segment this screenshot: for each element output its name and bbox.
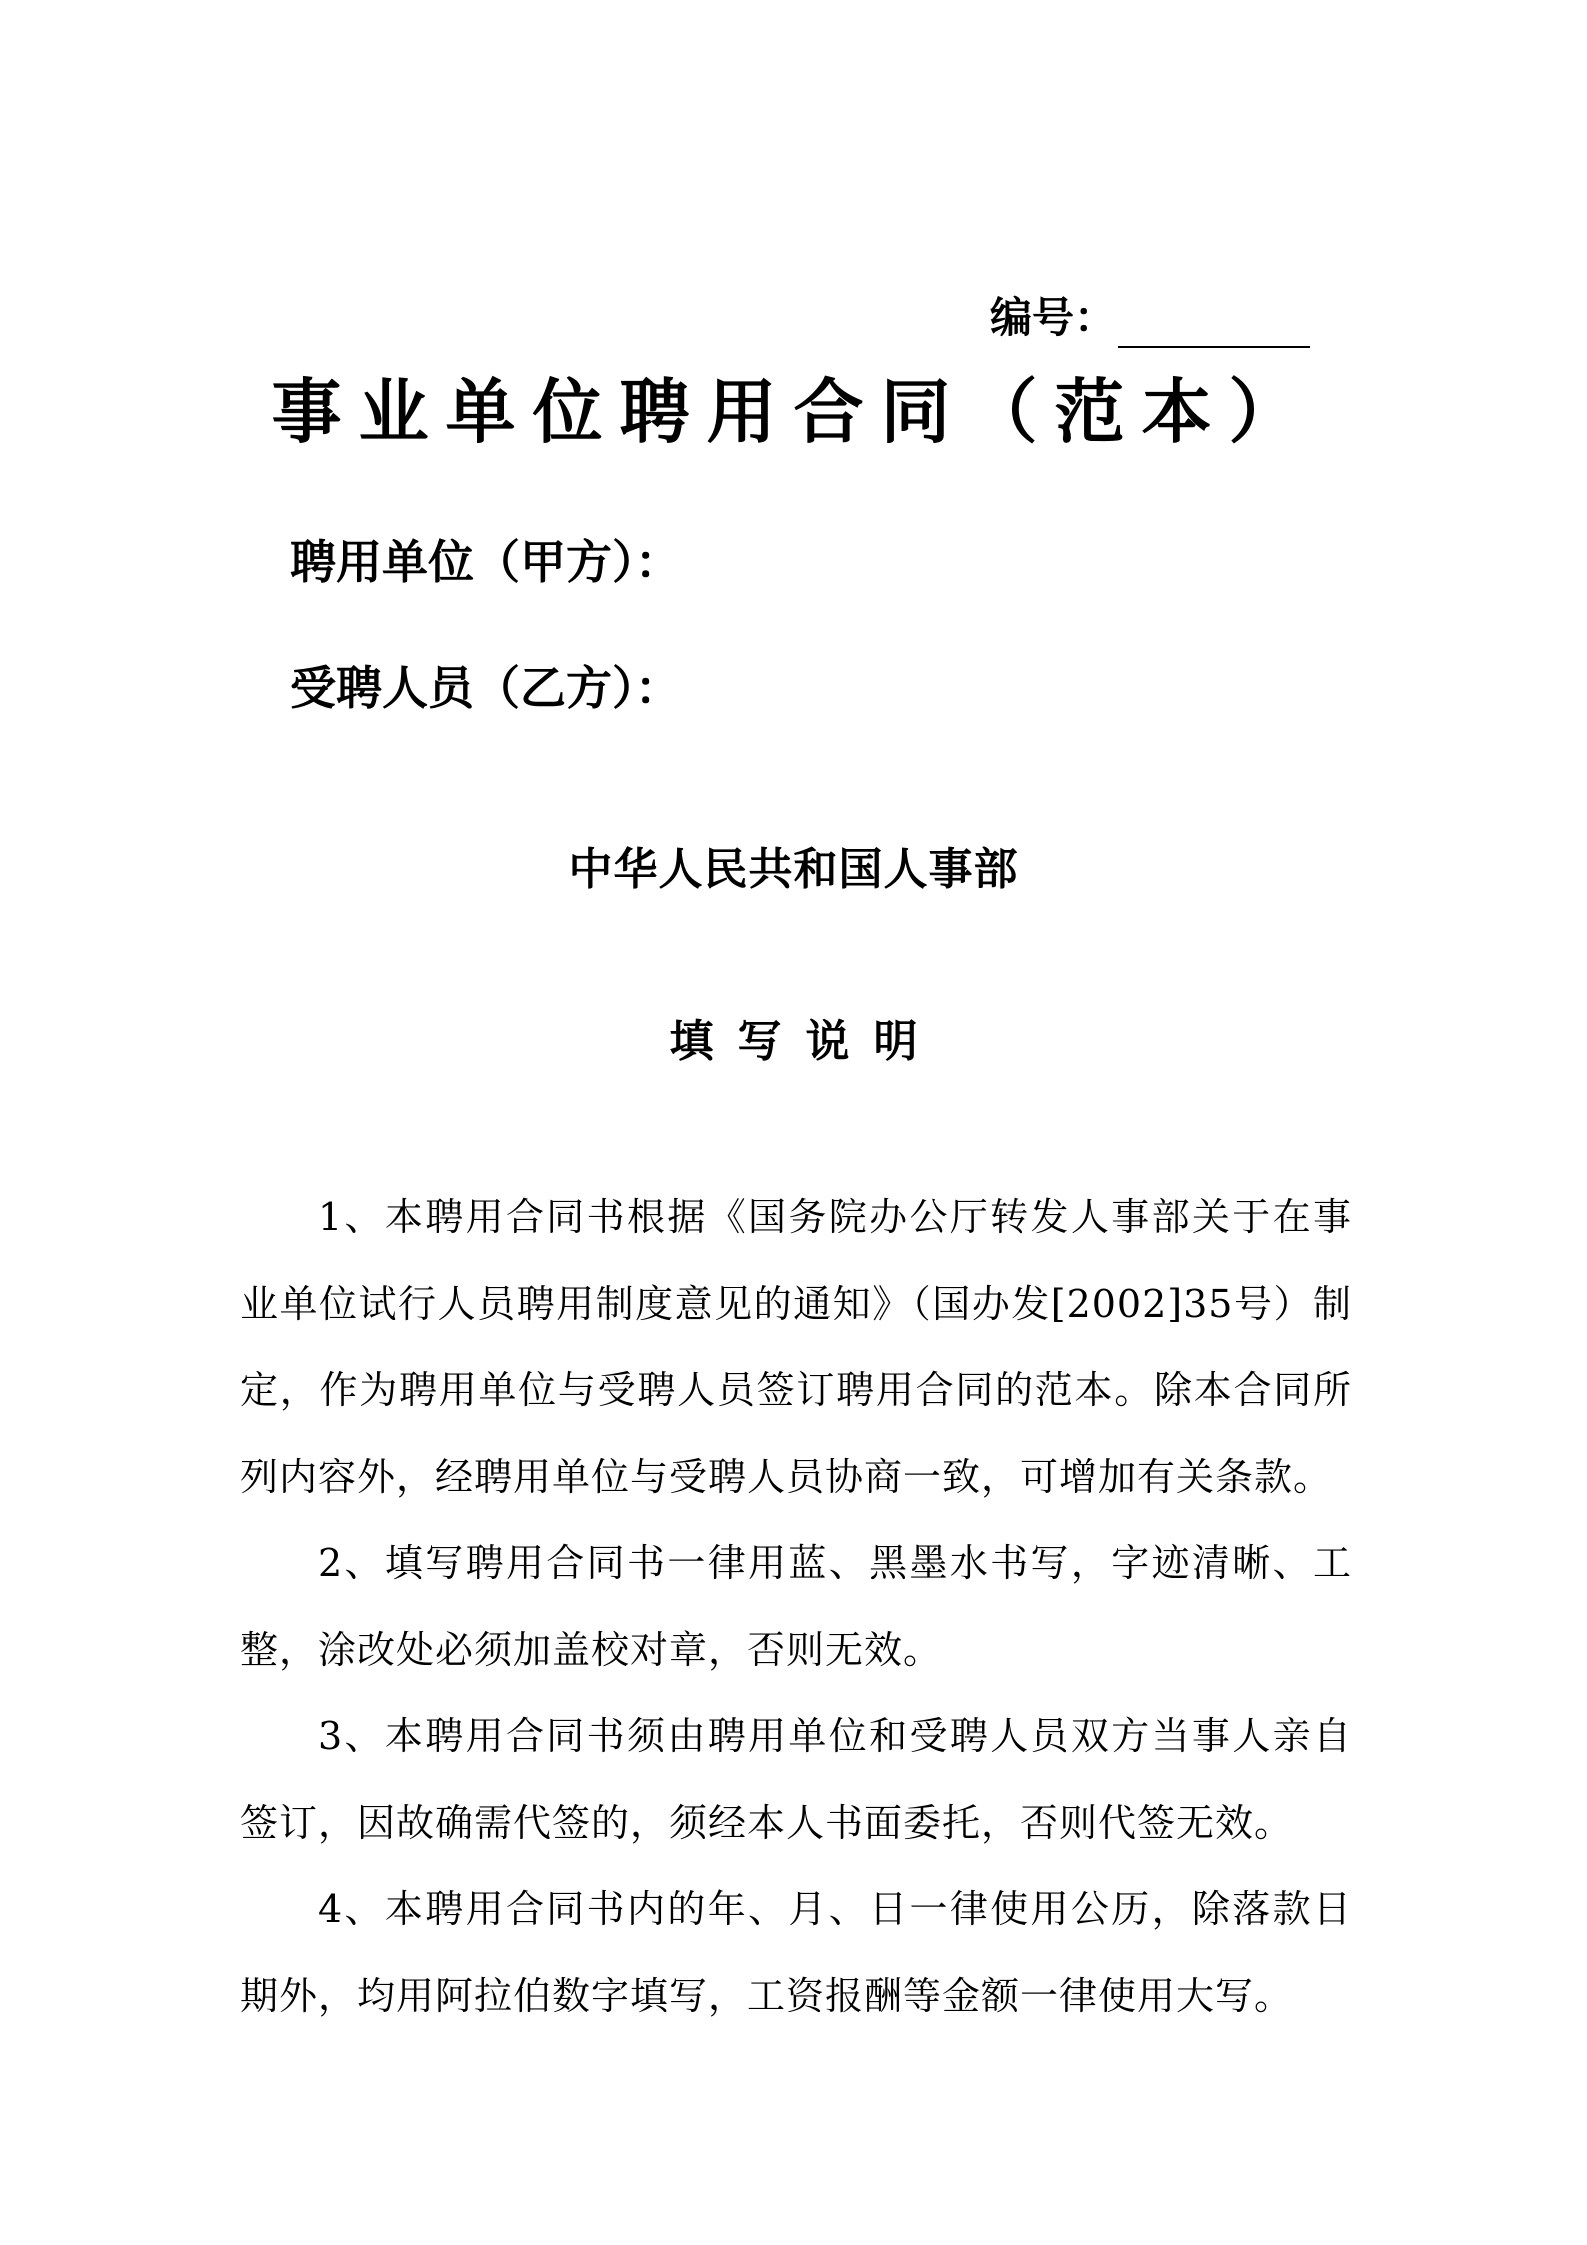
serial-number-label: 编号：: [990, 293, 1117, 342]
instruction-item-4: 4、本聘用合同书内的年、月、日一律使用公历，除落款日期外，均用阿拉伯数字填写，工资报酬等金额一律使用大写。: [240, 1887, 1352, 2018]
instruction-item-3: 3、本聘用合同书须由聘用单位和受聘人员双方当事人亲自签订，因故确需代签的，须经本人书面委托，否则代签无效。: [240, 1714, 1352, 1845]
instruction-item-2: 2、填写聘用合同书一律用蓝、黑墨水书写，字迹清晰、工整，涂改处必须加盖校对章，否则无效。: [240, 1541, 1352, 1672]
party-b-label: 受聘人员（乙方）：: [290, 661, 681, 715]
serial-number-field: [990, 288, 1310, 348]
issuing-authority: 中华人民共和国人事部: [568, 844, 1019, 895]
serial-number-blank-line: [1118, 300, 1310, 348]
instructions-heading: 填写说明: [669, 1016, 942, 1067]
instruction-item-1: 1、本聘用合同书根据《国务院办公厅转发人事部关于在事业单位试行人员聘用制度意见的通知》（国办发[2002]35号）制定，作为聘用单位与受聘人员签订聘用合同的范本。除本合同所列内容外，经聘用单位与受聘人员协商一致，可增加有关条款。: [240, 1195, 1352, 1499]
party-a-label: 聘用单位（甲方）：: [290, 535, 681, 589]
document-title: 事业单位聘用合同（范本）: [271, 371, 1316, 453]
instructions-body: [240, 1174, 1352, 2039]
